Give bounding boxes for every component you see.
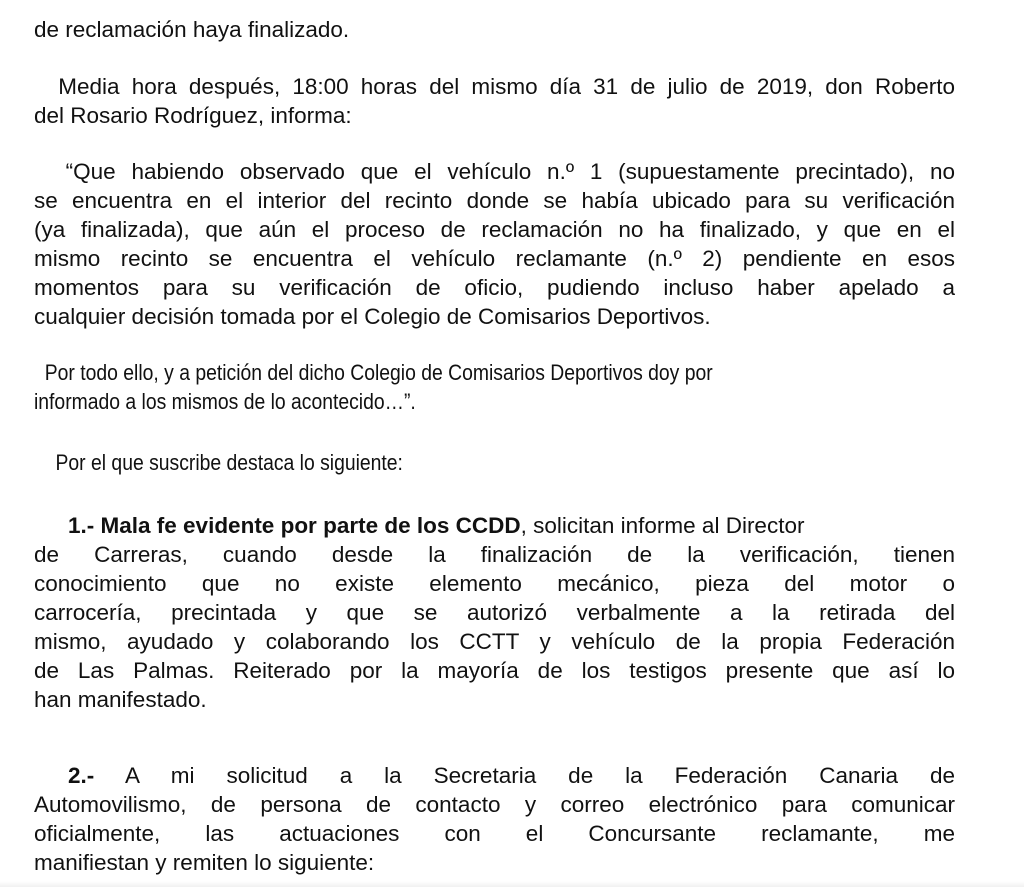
text-line-content: Por todo ello, y a petición del dicho Colegio de Comisarios Deportivos doy por <box>34 360 713 385</box>
text-line: conocimiento que no existe elemento mecánico, pieza del motor o <box>34 571 955 596</box>
text-line: de Las Palmas. Reiterado por la mayoría de los testigos presente que así lo <box>34 658 955 683</box>
paragraph-quoted-report <box>34 157 955 331</box>
text-line: de reclamación haya finalizado. <box>34 17 350 42</box>
text-line <box>34 448 955 477</box>
text-line: (ya finalizada), que aún el proceso de reclamación no ha finalizado, y que en el <box>34 217 955 242</box>
point-1-heading: 1.- Mala fe evidente por parte de los CCDD <box>68 513 521 538</box>
paragraph-highlights-intro <box>34 448 955 477</box>
paragraph-closing-fragment <box>34 15 955 44</box>
text-line: momentos para su verificación de oficio, pudiendo incluso haber apelado a <box>34 275 955 300</box>
text-line: manifiestan y remiten lo siguiente: <box>34 850 375 875</box>
paragraph-report-conclusion <box>34 358 955 416</box>
point-1-first-line-rest: , solicitan informe al Director <box>520 513 805 538</box>
text-line <box>34 761 955 790</box>
text-line: mismo, ayudado y colaborando los CCTT y vehículo de la propia Federación <box>34 629 955 654</box>
text-line: de Carreras, cuando desde la finalización de la verificación, tienen <box>34 542 955 567</box>
text-line: cualquier decisión tomada por el Colegio de Comisarios Deportivos. <box>34 304 711 329</box>
text-line: del Rosario Rodríguez, informa: <box>34 103 352 128</box>
text-line-content: Por el que suscribe destaca lo siguiente: <box>34 450 403 475</box>
point-2-heading: 2.- <box>68 763 95 788</box>
paragraph-point-2 <box>34 761 955 877</box>
text-line: Automovilismo, de persona de contacto y correo electrónico para comunicar <box>34 792 955 817</box>
text-line: se encuentra en el interior del recinto donde se había ubicado para su verificación <box>34 188 955 213</box>
text-line: “Que habiendo observado que el vehículo n.º 1 (supuestamente precintado), no <box>34 159 955 184</box>
paragraph-report-intro <box>34 72 955 130</box>
text-line: han manifestado. <box>34 687 207 712</box>
text-line <box>34 511 955 540</box>
text-line <box>34 358 955 387</box>
text-line-content: informado a los mismos de lo acontecido…”. <box>34 389 416 414</box>
paragraph-point-1 <box>34 511 955 714</box>
text-line: oficialmente, las actuaciones con el Concursante reclamante, me <box>34 821 955 846</box>
point-2-first-line-rest: A mi solicitud a la Secretaria de la Federación Canaria de <box>94 763 955 788</box>
text-line <box>34 387 955 416</box>
text-line: carrocería, precintada y que se autorizó verbalmente a la retirada del <box>34 600 955 625</box>
text-line: Media hora después, 18:00 horas del mismo día 31 de julio de 2019, don Roberto <box>34 74 955 99</box>
page-bottom-shadow <box>0 881 1024 887</box>
text-line: mismo recinto se encuentra el vehículo reclamante (n.º 2) pendiente en esos <box>34 246 955 271</box>
